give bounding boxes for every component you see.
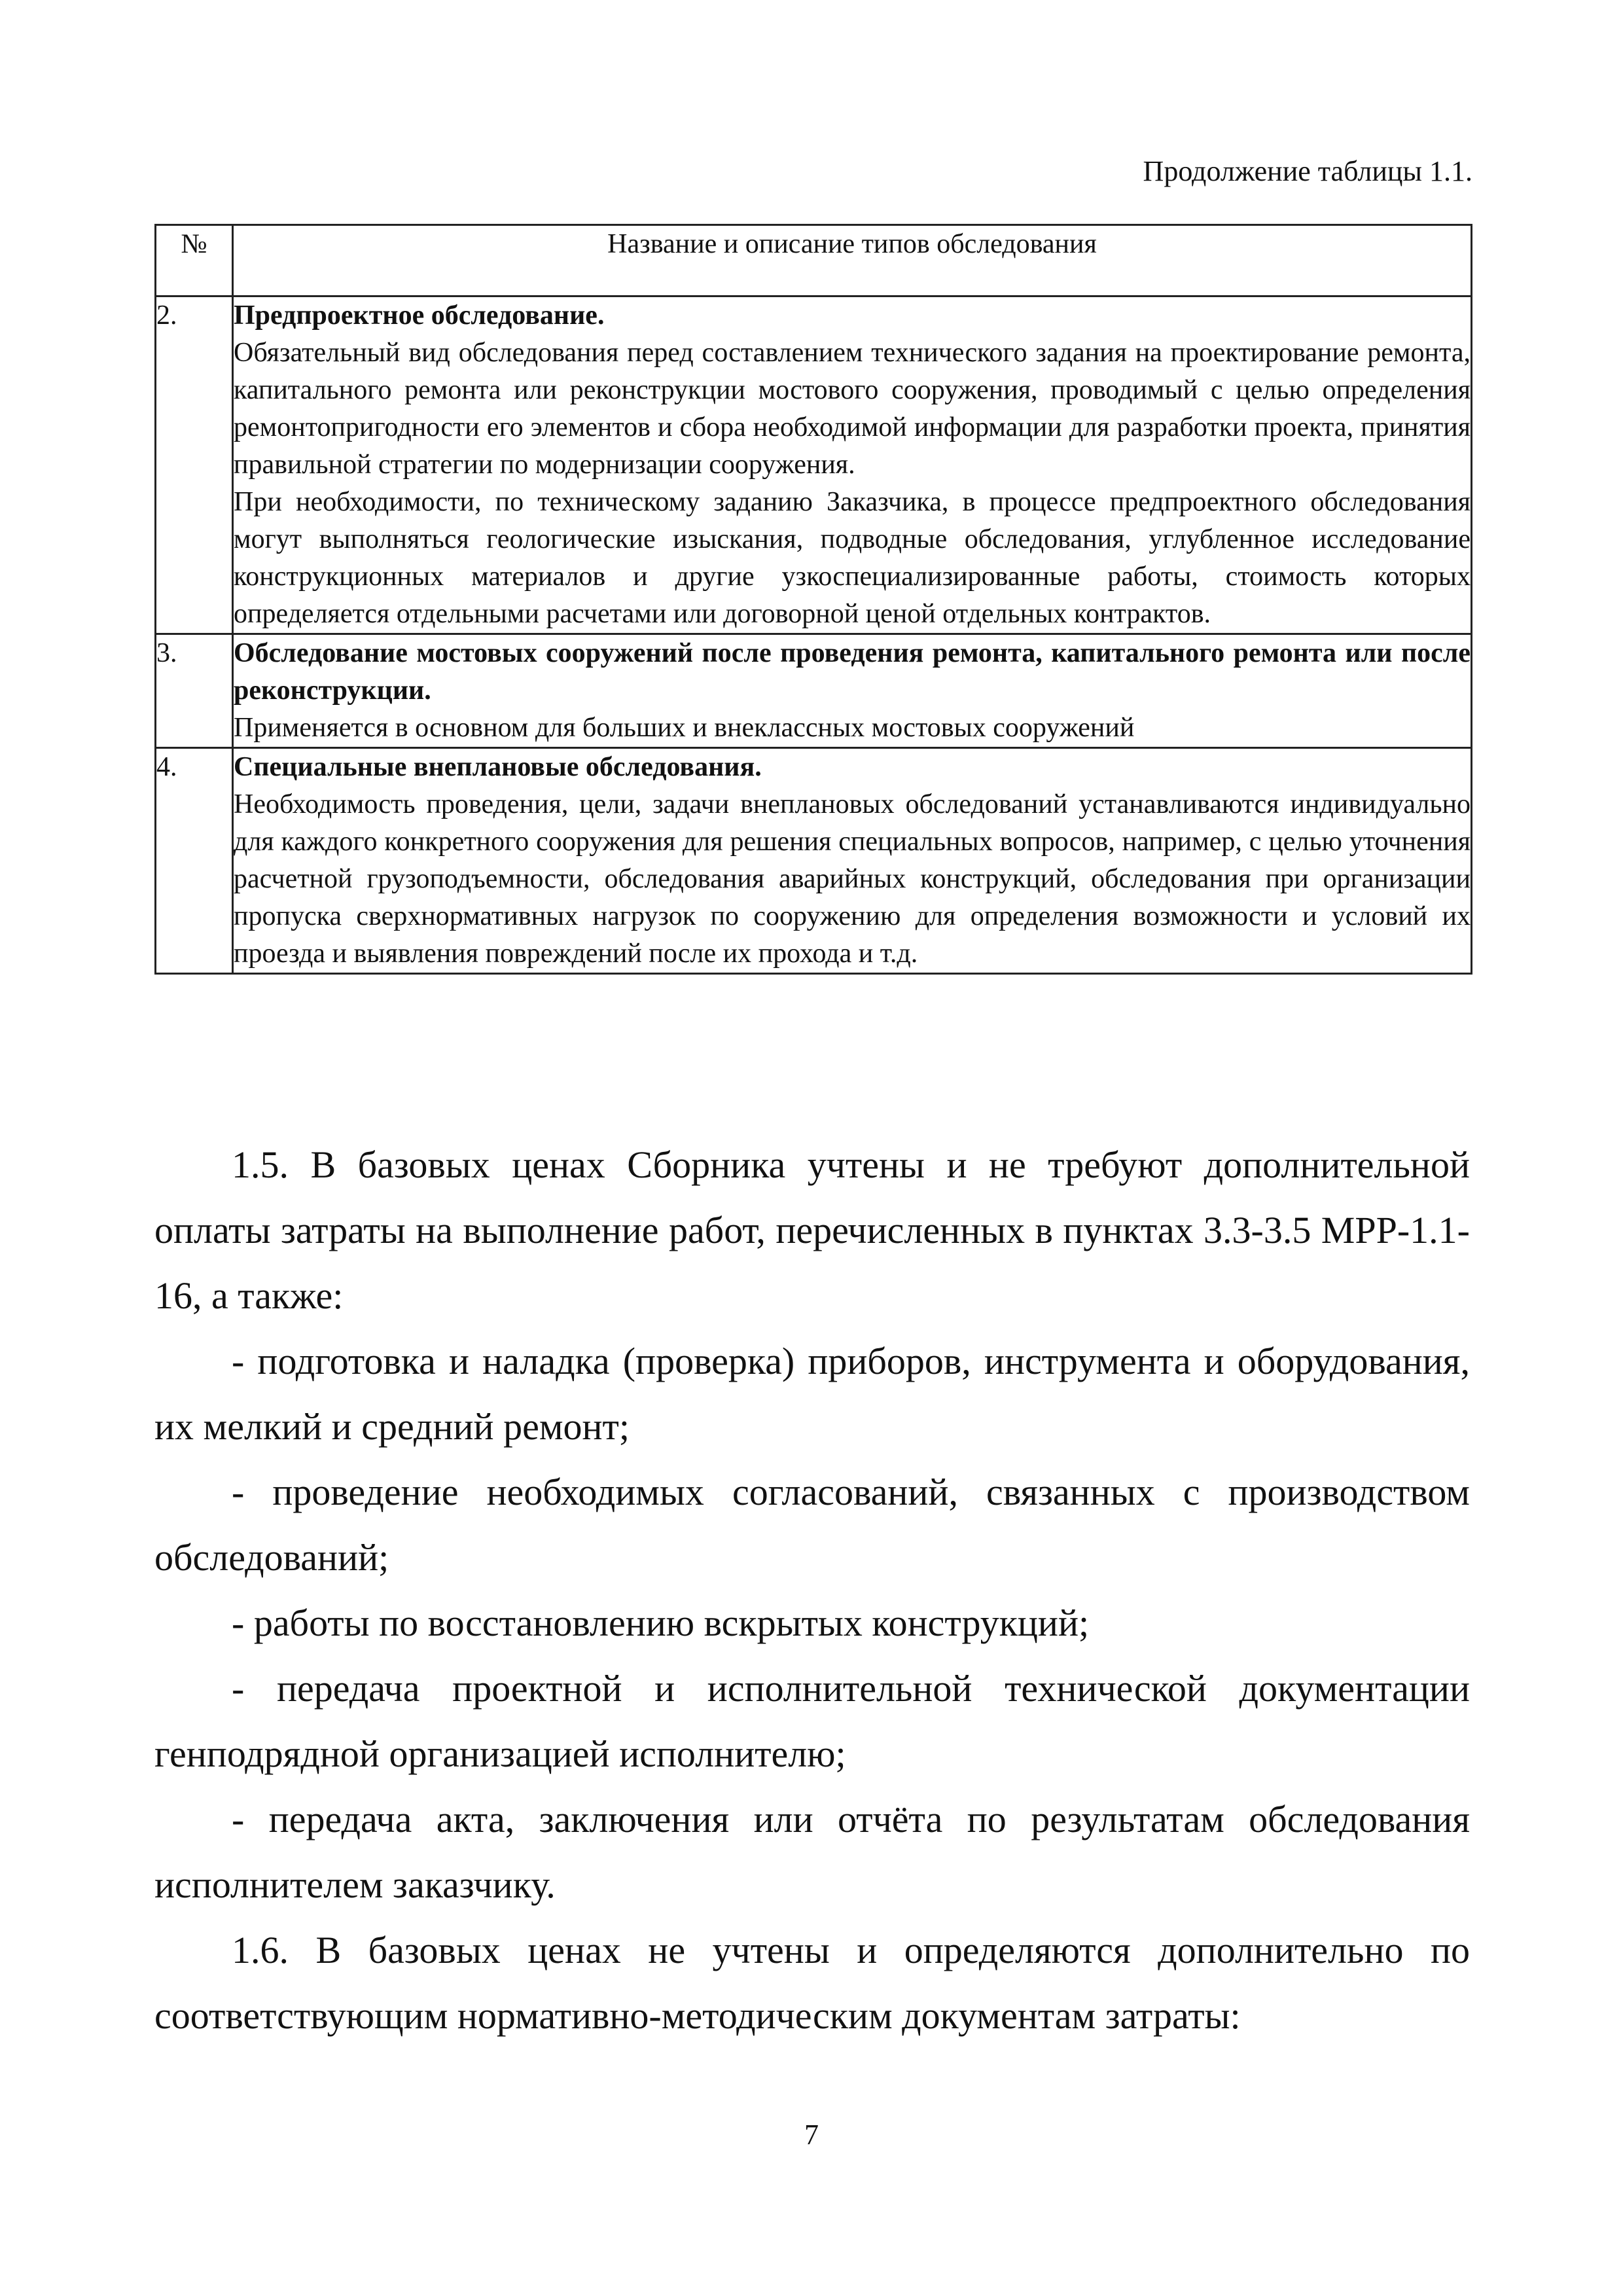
clause-1-6: 1.6. В базовых ценах не учтены и определяются дополнительно по соответствующим нормативно-методическим документам затраты: xyxy=(154,1929,1470,2037)
row-paragraph: Применяется в основном для больших и внеклассных мостовых сооружений xyxy=(234,713,1135,743)
row-paragraph: Необходимость проведения, цели, задачи внеплановых обследований устанавливаются индивидуально для каждого конкретного сооружения для решения специальных вопросов, например, с целью уточнения расчетной грузоподъемности, обследования аварийных конструкций, обследования при организации пропуска сверхнормативных нагрузок по сооружению для определения возможности и условий их проезда и выявления повреждений после их прохода и т.д. xyxy=(234,789,1471,969)
row-paragraph: При необходимости, по техническому заданию Заказчика, в процессе предпроектного обследования могут выполняться геологические изыскания, подводные обследования, углубленное исследование конструкционных материалов и другие узкоспециализированные работы, стоимость которых определяется отдельными расчетами или договорной ценой отдельных контрактов. xyxy=(234,487,1471,629)
list-item: - передача проектной и исполнительной технической документации генподрядной организацией исполнителю; xyxy=(154,1667,1470,1775)
row-number: 3. xyxy=(156,634,233,748)
row-number: 2. xyxy=(156,296,233,634)
row-title: Специальные внеплановые обследования. xyxy=(234,752,762,782)
list-item: - подготовка и наладка (проверка) приборов, инструмента и оборудования, их мелкий и средний ремонт; xyxy=(154,1340,1470,1448)
row-title: Предпроектное обследование. xyxy=(234,300,605,331)
list-item: - работы по восстановлению вскрытых конструкций; xyxy=(232,1602,1090,1644)
row-description xyxy=(233,748,1472,974)
table-row xyxy=(156,634,1472,748)
table-row xyxy=(156,296,1472,634)
header-title: Название и описание типов обследования xyxy=(233,225,1472,296)
page-number: 7 xyxy=(804,2119,819,2151)
table-header-row xyxy=(156,225,1472,296)
row-title: Обследование мостовых сооружений после проведения ремонта, капитального ремонта или после реконструкции. xyxy=(234,638,1471,706)
table-row xyxy=(156,748,1472,974)
list-item: - передача акта, заключения или отчёта по результатам обследования исполнителем заказчику. xyxy=(154,1798,1470,1906)
row-number: 4. xyxy=(156,748,233,974)
row-description xyxy=(233,634,1472,748)
row-paragraph: Обязательный вид обследования перед составлением технического задания на проектирование ремонта, капитального ремонта или реконструкции мостового сооружения, проводимый с целью определения ремонтопригодности его элементов и сбора необходимой информации для разработки проекта, принятия правильной стратегии по модернизации сооружения. xyxy=(234,338,1471,480)
list-item: - проведение необходимых согласований, связанных с производством обследований; xyxy=(154,1471,1470,1579)
table-continuation-label: Продолжение таблицы 1.1. xyxy=(1143,155,1472,187)
row-description xyxy=(233,296,1472,634)
survey-types-table xyxy=(154,224,1472,975)
clause-1-5: 1.5. В базовых ценах Сборника учтены и не требуют дополнительной оплаты затраты на выполнение работ, перечисленных в пунктах 3.3-3.5 МРР-1.1-16, а также: xyxy=(154,1143,1470,1317)
header-number: № xyxy=(156,225,233,296)
body-text xyxy=(154,1132,1470,2049)
